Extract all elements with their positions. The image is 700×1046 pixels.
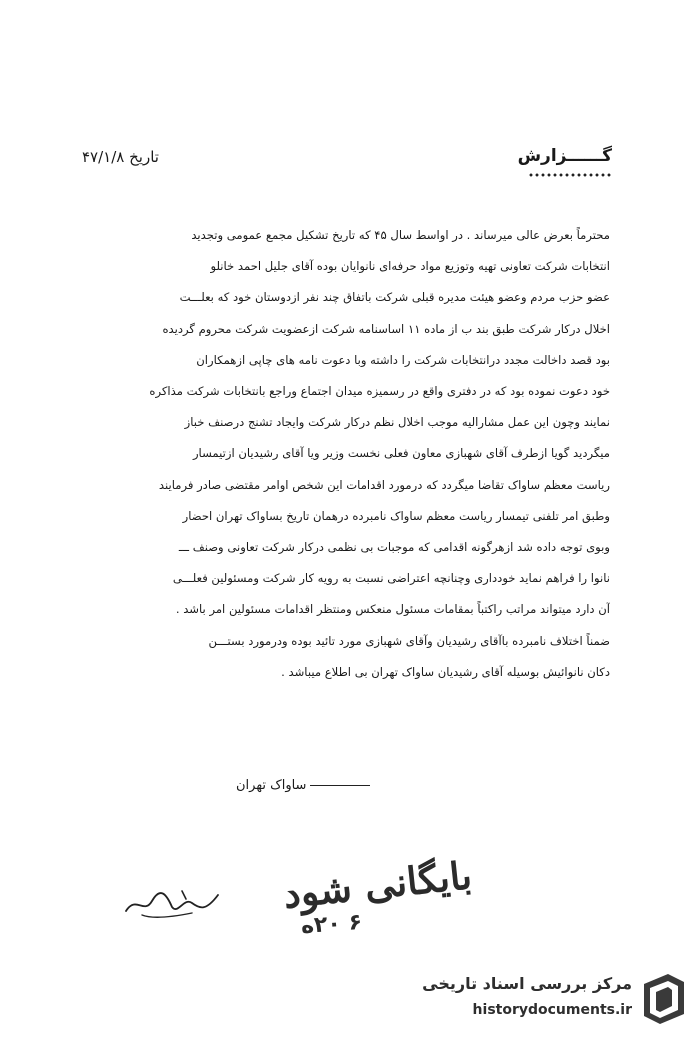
handwritten-initials [122, 885, 222, 925]
body-line: ریاست معظم ساواک تقاضا میگردد که درمورد اقدامات این شخص اوامر مقتضی صادر فرمایند [158, 477, 610, 492]
body-line: خود دعوت نموده بود که در دفتری واقع در رسمیزه میدان اجتماع وراجع بانتخابات شرکت مذاکره [149, 384, 610, 399]
body-line: عضو حزب مردم وعضو هیئت مدیره قبلی شرکت باتفاق چند نفر ازدوستان خود که بعلـــت [179, 290, 610, 305]
body-line: وبوی توجه داده شد ازهرگونه اقدامی که موجبات بی نظمی درکار شرکت تعاونی وصنف ـــ [178, 540, 610, 555]
body-line: انتخابات شرکت تعاونی تهیه وتوزیع مواد حرفه‌ای نانوایان بوده آقای جلیل احمد خانلو [210, 259, 610, 274]
body-line: وطبق امر تلفنی تیمسار ریاست معظم ساواک نامبرده درهمان تاریخ بساواک تهران احضار [182, 508, 610, 523]
body-line: آن دارد میتواند مراتب راکتباً بمقامات مسئول منعکس ومنتظر اقدامات مسئولین امر باشد . [175, 602, 610, 617]
body-line: ضمناً اختلاف نامبرده باآقای رشیدیان وآقای شهبازی مورد تائید بوده ودرمورد بستـــن [208, 633, 610, 648]
archive-stamp [222, 852, 474, 972]
signature-line: ساواک تهران [236, 778, 370, 793]
archive-watermark-name: مرکز بررسی اسناد تاریخی [422, 974, 632, 993]
archive-watermark [422, 964, 690, 1036]
document-date: تاریخ ۴۷/۱/۸ [82, 148, 159, 166]
report-body [74, 220, 610, 688]
title-underline-dots [528, 172, 612, 178]
archive-watermark-url: historydocuments.ir [472, 1002, 632, 1018]
body-line: میگردید گویا ازطرف آقای شهبازی معاون فعلی نخست وزیر ویا آقای رشیدیان ازتیمسار [192, 446, 610, 461]
archive-stamp-word: بایگانی شود [280, 852, 474, 917]
body-line: نمایند وچون این عمل مشارالیه موجب اخلال نظم درکار شرکت وایجاد تشنج درصنف خباز [184, 415, 610, 430]
archive-logo-icon [638, 970, 690, 1026]
body-line: نانوا را فراهم نماید خودداری وچنانچه اعتراضی نسبت به رویه کار شرکت ومسئولین فعلـــی [172, 571, 610, 586]
body-line: اخلال درکار شرکت طبق بند ب از ماده ۱۱ اساسنامه شرکت ازعضویت شرکت محروم گردیده [162, 321, 610, 336]
document-title: گــــــزارش [517, 146, 612, 166]
body-line: محترماً بعرض عالی میرساند . در اواسط سال ۴۵ که تاریخ تشکیل مجمع عمومی وتجدید [191, 228, 610, 242]
body-line: دکان نانوائیش بوسیله آقای رشیدیان ساواک تهران بی اطلاع میباشد . [281, 664, 610, 679]
archive-stamp-number: ۶ ۲۰ه [300, 909, 363, 940]
body-line: بود قصد داخالت مجدد درانتخابات شرکت را داشته وبا دعوت نامه های چاپی ازهمکاران [196, 352, 610, 367]
